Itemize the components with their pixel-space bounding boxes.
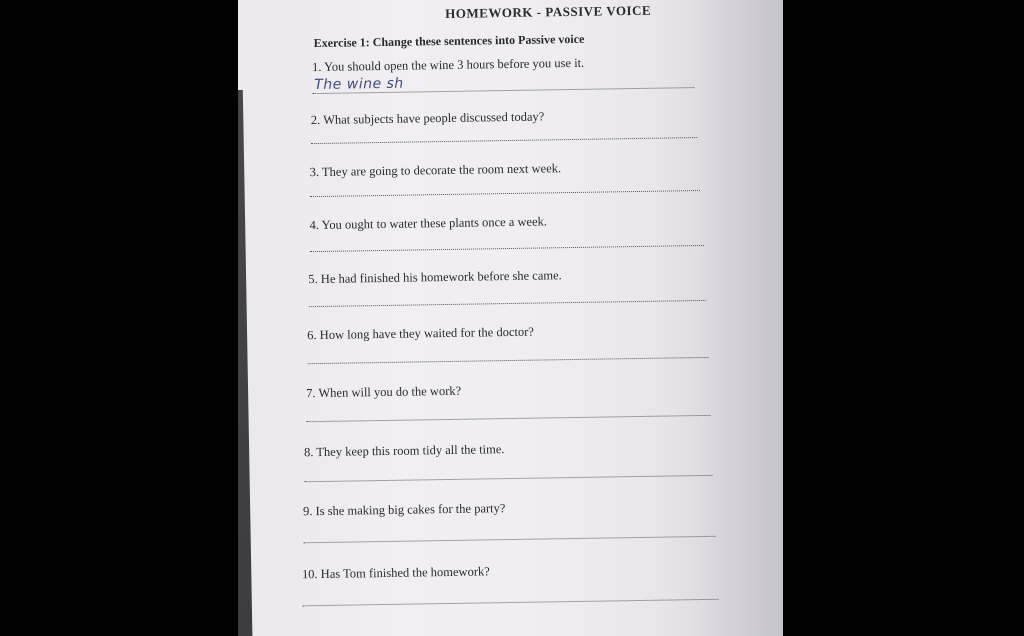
worksheet-sheet [238,0,783,636]
answer-line-9 [303,536,715,543]
answer-line-6 [308,357,709,364]
answer-line-2 [311,137,697,144]
exercise-instruction: Exercise 1: Change these sentences into Passive voice [313,31,585,51]
question-2: 2. What subjects have people discussed today? [310,109,545,128]
answer-line-4 [310,245,704,252]
handwritten-answer-1: The wine sh [314,75,404,94]
answer-line-5 [309,300,706,307]
worksheet-title: HOMEWORK - PASSIVE VOICE [445,2,652,21]
answer-line-10 [302,599,718,607]
answer-line-3 [310,190,700,197]
question-8: 8. They keep this room tidy all the time. [303,442,505,460]
question-1: 1. You should open the wine 3 hours before you use it. [311,55,585,75]
question-10: 10. Has Tom finished the homework? [301,564,490,582]
question-3: 3. They are going to decorate the room next week. [309,161,562,180]
question-7: 7. When will you do the work? [306,383,462,401]
answer-line-7 [307,415,711,422]
question-9: 9. Is she making big cakes for the party? [302,501,506,519]
question-4: 4. You ought to water these plants once a week. [309,214,548,233]
worksheet-paper [238,0,783,636]
question-6: 6. How long have they waited for the doctor? [307,324,534,343]
answer-line-8 [305,475,713,482]
question-5: 5. He had finished his homework before she came. [308,268,562,287]
